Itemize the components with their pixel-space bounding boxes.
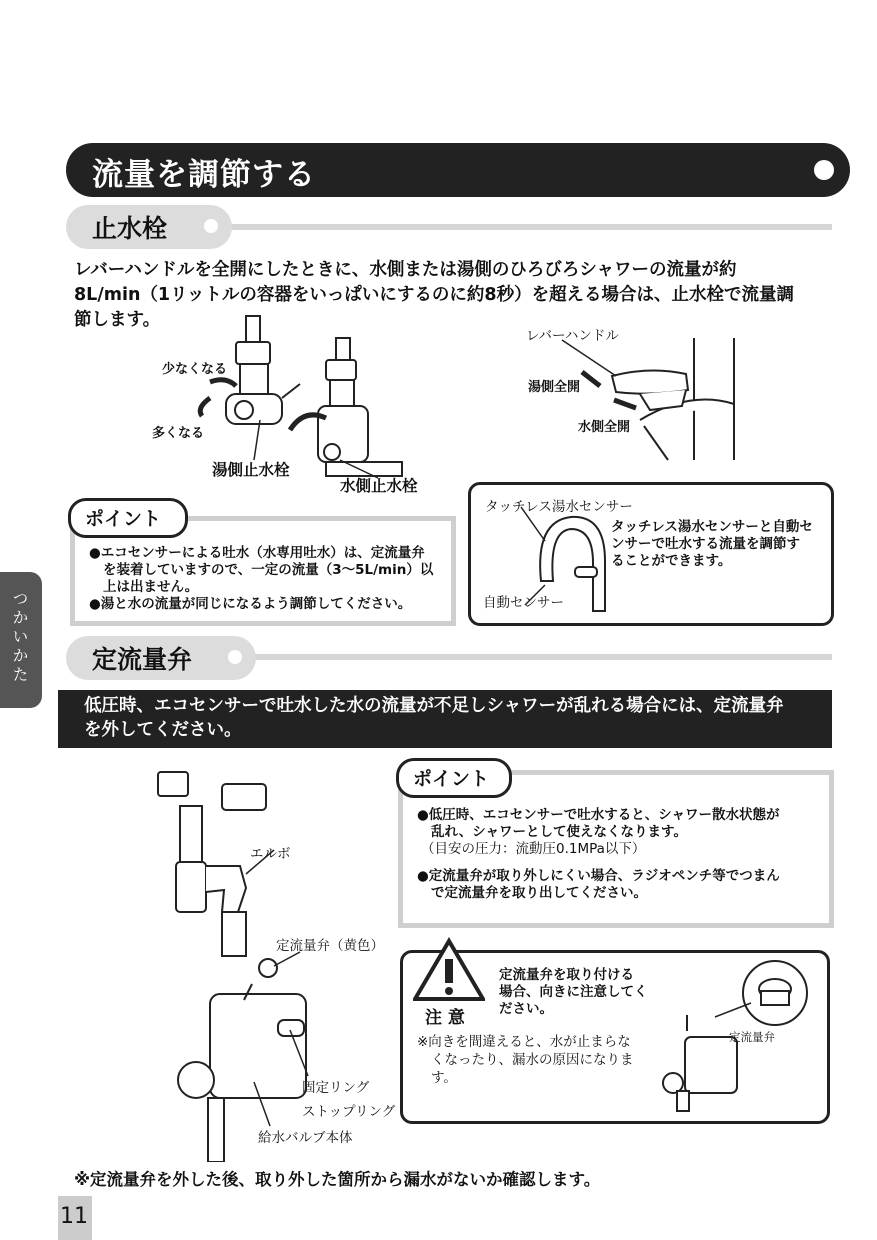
sensor-text-line: ンサーで吐水する流量を調節す — [611, 536, 800, 552]
point-tag-1-label: ポイント — [85, 508, 162, 530]
caution-text-line: 場合、向きに注意してく — [499, 984, 648, 1000]
caution-note-line: くなったり、漏水の原因になりま — [431, 1052, 634, 1068]
sensor-text — [611, 519, 827, 570]
label-less: 少なくなる — [162, 362, 228, 377]
turn-more-arrow-icon — [200, 398, 210, 416]
page-title: 流量を調節する — [92, 157, 316, 193]
label-more: 多くなる — [152, 426, 205, 441]
point-2-text — [417, 807, 827, 902]
section2-title: 定流量弁 — [92, 645, 193, 674]
label-touchless-sensor: タッチレス湯水センサー — [485, 499, 633, 515]
section2-header — [66, 636, 256, 680]
point-1-line: を装着していますので、一定の流量（3～5L/min）以 — [103, 562, 434, 578]
label-hot-valve: 湯側止水栓 — [212, 461, 290, 479]
page-number-box — [58, 1196, 92, 1240]
section1-body-line: 8L/min（1リットルの容器をいっぱいにするのに約8秒）を超える場合は、止水栓で流量調 — [74, 285, 795, 305]
turn-less-arrow-icon — [210, 380, 236, 386]
label-hot-full: 湯側全開 — [528, 380, 581, 395]
page-number: 11 — [60, 1204, 88, 1229]
sensor-text-line: タッチレス湯水センサーと自動セ — [611, 519, 813, 535]
label-elbow: エルボ — [250, 846, 291, 862]
title-dot-icon — [814, 160, 834, 180]
label-stop-ring: ストップリング — [302, 1104, 396, 1120]
label-cold-full: 水側全開 — [578, 420, 631, 435]
caution-note-line: ※向きを間違えると、水が止まらな — [417, 1034, 631, 1050]
point-tag-1 — [68, 498, 188, 538]
caution-text-line: 定流量弁を取り付ける — [499, 967, 634, 983]
section1-body-line: レバーハンドルを全開にしたときに、水側または湯側のひろびろシャワーの流量が約 — [74, 260, 737, 280]
banner-line: を外してください。 — [84, 720, 242, 740]
point-1-line: ●エコセンサーによる吐水（水専用吐水）は、定流量弁 — [89, 545, 425, 561]
label-valve-body: 給水バルブ本体 — [258, 1130, 353, 1146]
section1-title: 止水栓 — [92, 214, 168, 243]
point-2-line: 乱れ、シャワーとして使えなくなります。 — [431, 824, 687, 840]
sensor-text-line: ることができます。 — [611, 553, 732, 569]
cold-full-arrow-icon — [614, 400, 636, 408]
label-flow-valve: 定流量弁（黄色） — [276, 938, 384, 954]
point-tag-2 — [396, 758, 512, 798]
point-2-line: ●低圧時、エコセンサーで吐水すると、シャワー散水状態が — [417, 807, 780, 823]
warning-icon — [413, 937, 485, 1003]
caution-title: 注 意 — [425, 1008, 465, 1028]
caution-box — [400, 950, 830, 1124]
section2-dot-icon — [228, 650, 242, 664]
point-tag-2-label: ポイント — [413, 768, 490, 790]
label-lever: レバーハンドル — [526, 328, 619, 344]
point-1-line: ●湯と水の流量が同じになるよう調節してください。 — [89, 596, 412, 612]
point-1-line: 上は出ません。 — [103, 579, 199, 595]
label-cold-valve: 水側止水栓 — [340, 477, 418, 495]
caution-text-line: ださい。 — [499, 1001, 553, 1017]
point-2-line: （目安の圧力：流動圧0.1MPa以下） — [421, 841, 646, 857]
caution-diagram-label: 定流量弁 — [729, 1030, 775, 1044]
section2-rule — [250, 654, 832, 660]
point-1-text — [89, 545, 449, 613]
lever-handle-illustration — [520, 330, 746, 470]
banner-text — [84, 694, 824, 742]
caution-note-line: す。 — [431, 1070, 457, 1086]
sensor-box — [468, 482, 834, 626]
footer-note: ※定流量弁を外した後、取り外した箇所から漏水がないか確認します。 — [74, 1170, 601, 1189]
side-tab — [0, 572, 42, 708]
point-2-line: で定流量弁を取り出してください。 — [431, 885, 647, 901]
page-title-bar — [66, 143, 850, 197]
side-tab-label: つかいかた — [10, 590, 29, 685]
point-2-line: ●定流量弁が取り外しにくい場合、ラジオペンチ等でつまん — [417, 868, 780, 884]
label-auto-sensor: 自動センサー — [483, 595, 564, 611]
hot-full-arrow-icon — [582, 372, 600, 386]
section1-body-line: 節します。 — [74, 310, 161, 330]
section1-header — [66, 205, 232, 249]
label-fixing-ring: 固定リング — [302, 1080, 370, 1096]
banner-line: 低圧時、エコセンサーで吐水した水の流量が不足しシャワーが乱れる場合には、定流量弁 — [84, 696, 784, 716]
low-pressure-banner — [58, 690, 832, 748]
section1-dot-icon — [204, 219, 218, 233]
section1-rule — [226, 224, 832, 230]
